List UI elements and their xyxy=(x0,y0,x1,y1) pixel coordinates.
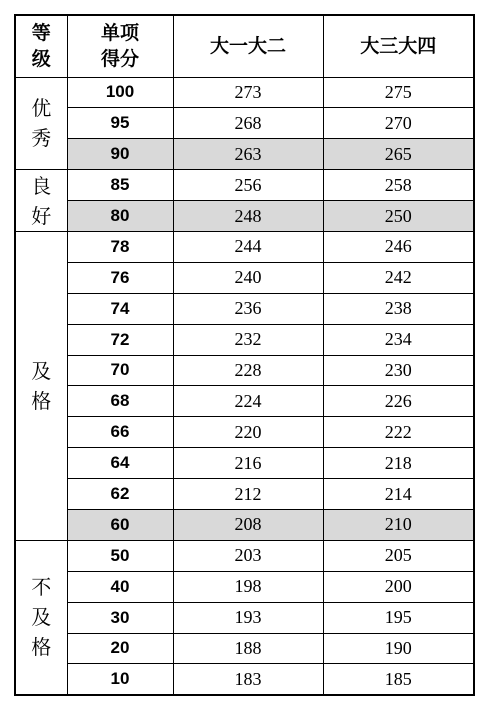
table-row xyxy=(15,324,474,355)
grade-char: 好 xyxy=(31,203,52,228)
score-cell: 68 xyxy=(67,386,173,417)
year34-value-cell: 265 xyxy=(323,139,474,170)
table-row xyxy=(15,262,474,293)
year12-value-cell: 256 xyxy=(173,170,323,201)
header-grade-line: 等 xyxy=(31,22,51,45)
score-cell: 90 xyxy=(67,139,173,170)
table-row xyxy=(15,571,474,602)
year34-value-cell: 222 xyxy=(323,417,474,448)
score-cell: 30 xyxy=(67,602,173,633)
grade-char: 优 xyxy=(31,96,52,121)
table-body xyxy=(15,77,474,695)
score-cell: 100 xyxy=(67,77,173,108)
year12-value-cell: 203 xyxy=(173,540,323,571)
table-row xyxy=(15,77,474,108)
table-row xyxy=(15,355,474,386)
year12-value-cell: 263 xyxy=(173,139,323,170)
year34-value-cell: 226 xyxy=(323,386,474,417)
table-row xyxy=(15,170,474,201)
year12-value-cell: 216 xyxy=(173,448,323,479)
grade-cell xyxy=(15,540,67,694)
table-row xyxy=(15,139,474,170)
year12-value-cell: 228 xyxy=(173,355,323,386)
year34-value-cell: 258 xyxy=(323,170,474,201)
year12-value-cell: 212 xyxy=(173,479,323,510)
year34-value-cell: 230 xyxy=(323,355,474,386)
year34-value-cell: 205 xyxy=(323,540,474,571)
score-cell: 76 xyxy=(67,262,173,293)
year34-value-cell: 270 xyxy=(323,108,474,139)
year12-value-cell: 248 xyxy=(173,201,323,232)
grade-char: 秀 xyxy=(31,126,52,151)
table-row xyxy=(15,664,474,695)
grade-char: 及 xyxy=(31,358,52,383)
grade-cell xyxy=(15,170,67,232)
score-standard-table xyxy=(14,14,475,696)
year34-value-cell: 250 xyxy=(323,201,474,232)
table-row xyxy=(15,479,474,510)
table-row xyxy=(15,231,474,262)
year34-value-cell: 185 xyxy=(323,664,474,695)
year12-value-cell: 240 xyxy=(173,262,323,293)
header-score-line: 得分 xyxy=(100,48,139,71)
year12-value-cell: 198 xyxy=(173,571,323,602)
score-cell: 70 xyxy=(67,355,173,386)
table-row xyxy=(15,448,474,479)
table-row xyxy=(15,108,474,139)
header-score xyxy=(67,15,173,77)
year34-value-cell: 275 xyxy=(323,77,474,108)
score-cell: 20 xyxy=(67,633,173,664)
grade-char: 良 xyxy=(31,173,52,198)
header-year12: 大一大二 xyxy=(173,15,323,77)
score-cell: 66 xyxy=(67,417,173,448)
table-row xyxy=(15,386,474,417)
table-row xyxy=(15,293,474,324)
grade-cell xyxy=(15,231,67,540)
grade-char: 不 xyxy=(31,575,52,600)
score-cell: 60 xyxy=(67,509,173,540)
table-row xyxy=(15,201,474,232)
year12-value-cell: 188 xyxy=(173,633,323,664)
year12-value-cell: 208 xyxy=(173,509,323,540)
header-score-line: 单项 xyxy=(100,22,139,45)
year12-value-cell: 273 xyxy=(173,77,323,108)
year12-value-cell: 232 xyxy=(173,324,323,355)
year34-value-cell: 246 xyxy=(323,231,474,262)
year34-value-cell: 242 xyxy=(323,262,474,293)
year12-value-cell: 224 xyxy=(173,386,323,417)
header-grade xyxy=(15,15,67,77)
table-row xyxy=(15,633,474,664)
table-row xyxy=(15,509,474,540)
score-cell: 50 xyxy=(67,540,173,571)
year34-value-cell: 190 xyxy=(323,633,474,664)
score-cell: 72 xyxy=(67,324,173,355)
year12-value-cell: 193 xyxy=(173,602,323,633)
year34-value-cell: 200 xyxy=(323,571,474,602)
year12-value-cell: 244 xyxy=(173,231,323,262)
score-cell: 74 xyxy=(67,293,173,324)
year12-value-cell: 183 xyxy=(173,664,323,695)
score-cell: 95 xyxy=(67,108,173,139)
year34-value-cell: 195 xyxy=(323,602,474,633)
score-cell: 64 xyxy=(67,448,173,479)
table-row xyxy=(15,602,474,633)
year34-value-cell: 238 xyxy=(323,293,474,324)
year12-value-cell: 220 xyxy=(173,417,323,448)
score-cell: 40 xyxy=(67,571,173,602)
table-row xyxy=(15,540,474,571)
year34-value-cell: 210 xyxy=(323,509,474,540)
score-cell: 85 xyxy=(67,170,173,201)
grade-cell xyxy=(15,77,67,170)
score-cell: 10 xyxy=(67,664,173,695)
year34-value-cell: 218 xyxy=(323,448,474,479)
grade-char: 格 xyxy=(31,635,52,660)
year34-value-cell: 214 xyxy=(323,479,474,510)
grade-char: 及 xyxy=(31,605,52,630)
grade-char: 格 xyxy=(31,388,52,413)
year12-value-cell: 268 xyxy=(173,108,323,139)
header-grade-line: 级 xyxy=(31,48,51,71)
year12-value-cell: 236 xyxy=(173,293,323,324)
header-year34: 大三大四 xyxy=(323,15,474,77)
score-cell: 80 xyxy=(67,201,173,232)
year34-value-cell: 234 xyxy=(323,324,474,355)
score-cell: 62 xyxy=(67,479,173,510)
table-row xyxy=(15,417,474,448)
header-row xyxy=(15,15,474,77)
score-cell: 78 xyxy=(67,231,173,262)
